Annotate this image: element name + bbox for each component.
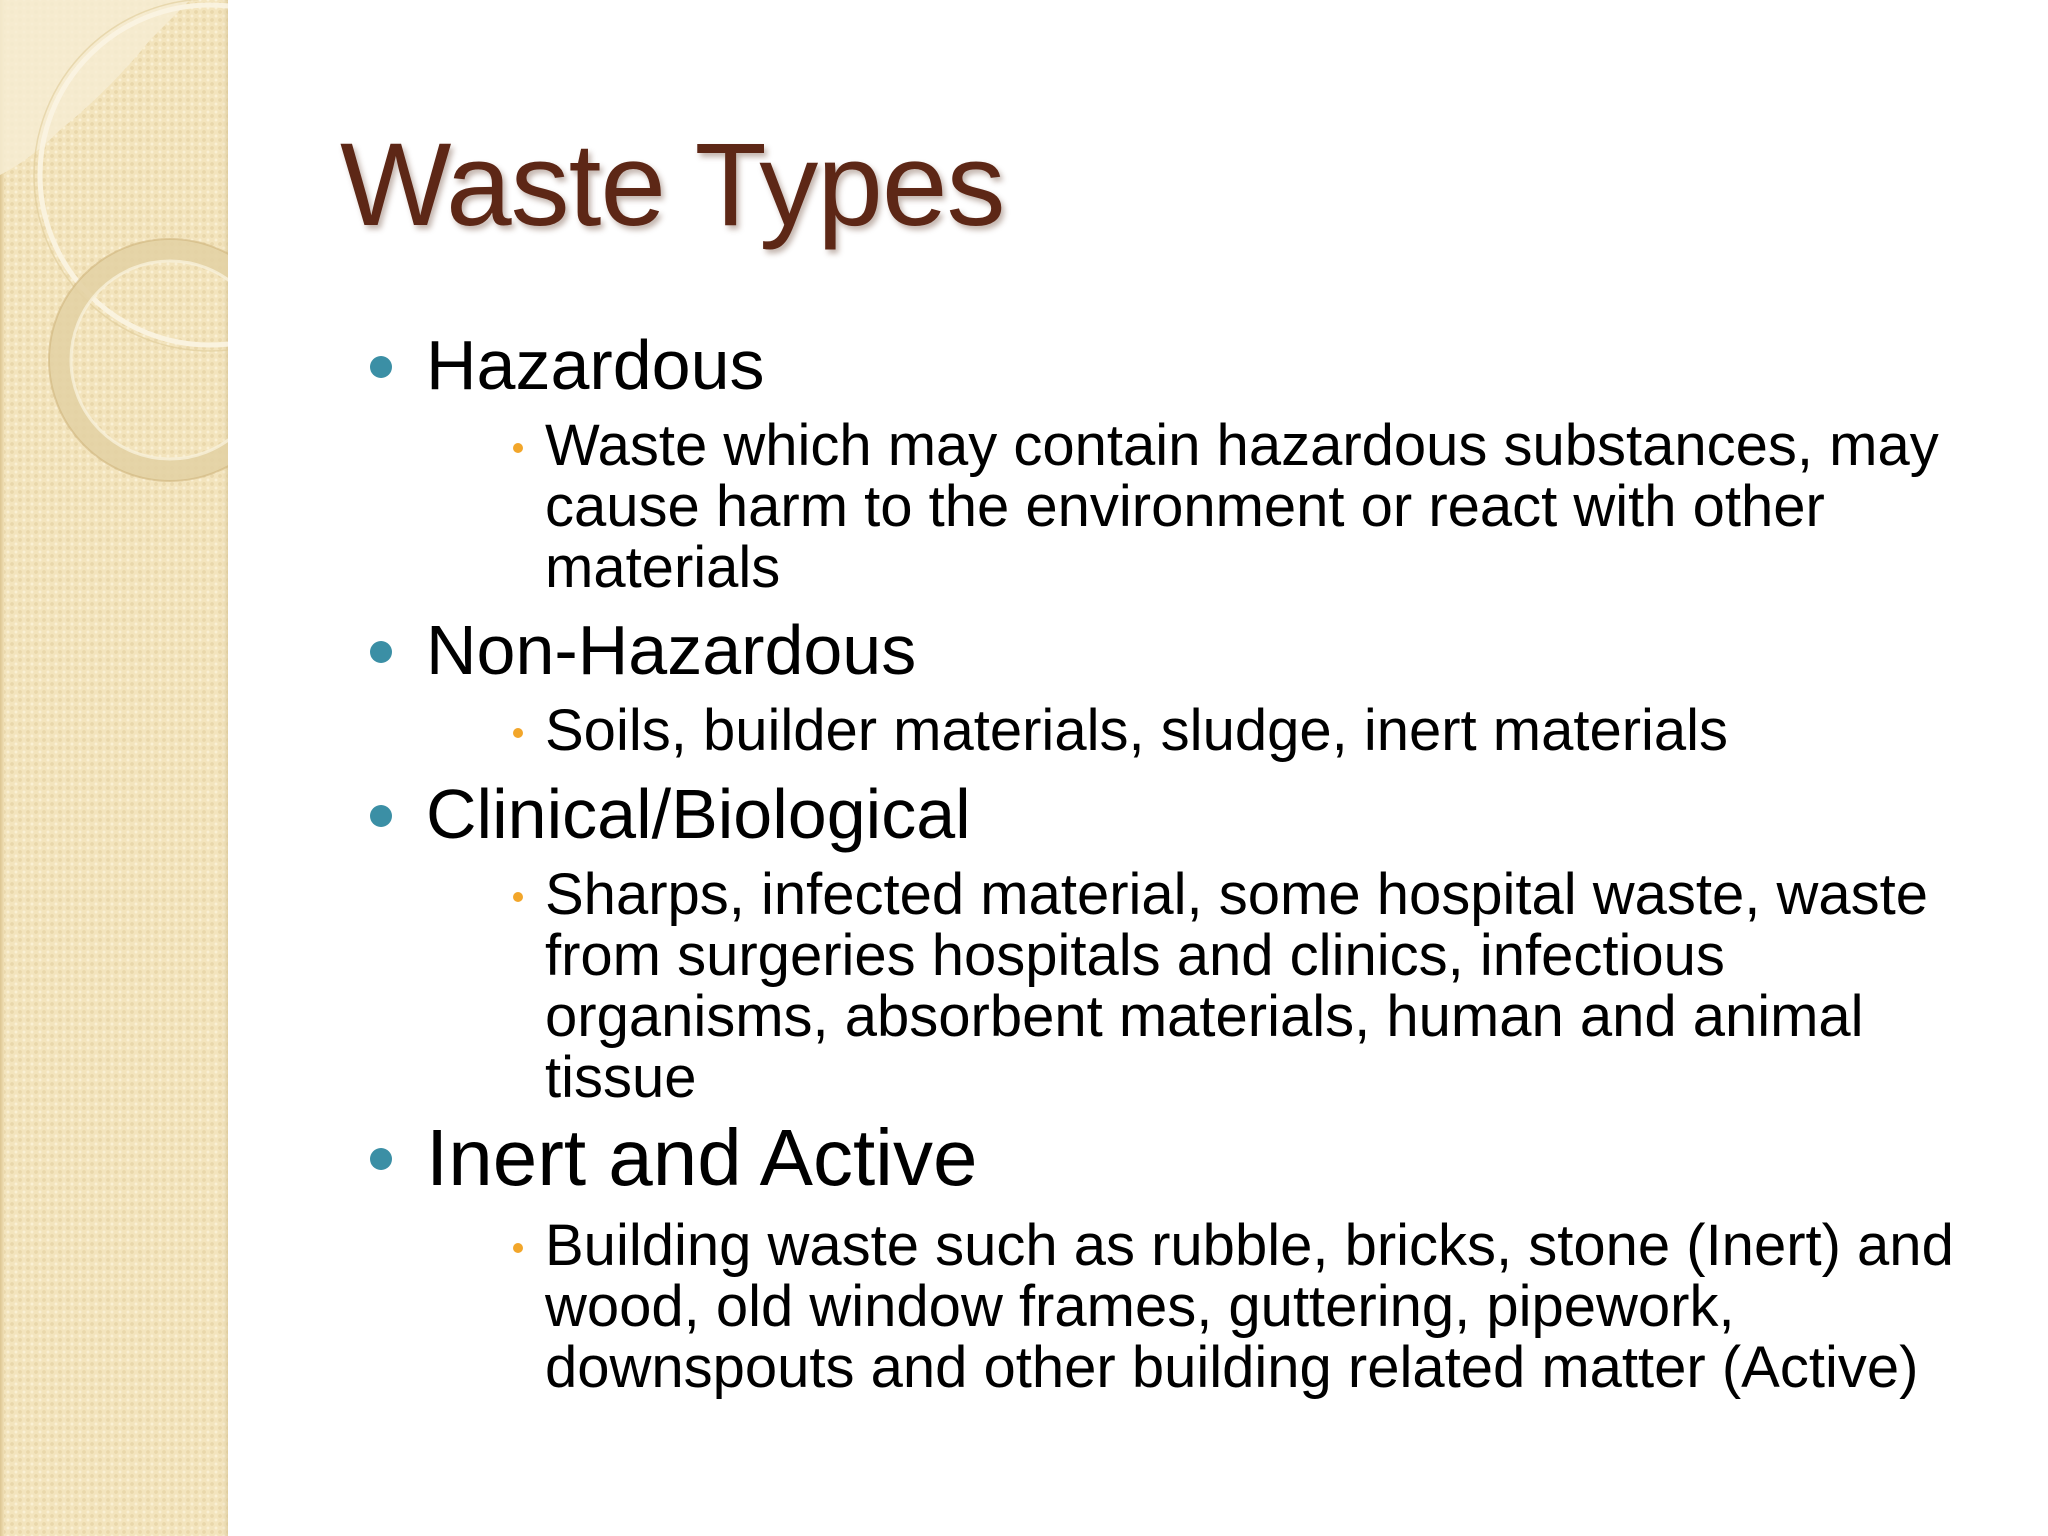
item-detail: Soils, builder materials, sludge, inert materials [545,698,1729,763]
item-label: Non-Hazardous [426,611,917,689]
sub-item [545,864,2015,1108]
item-detail: Waste which may contain hazardous substances, may cause harm to the environment or react with other materials [545,413,1939,600]
slide-title: Waste Types [340,119,1005,251]
item-detail: Building waste such as rubble, bricks, stone (Inert) and wood, old window frames, guttering, pipework, downspouts and other building related matter (Active) [545,1213,1954,1400]
sub-bullet-icon [513,892,523,902]
item-label: Clinical/Biological [426,775,971,853]
main-bullet-icon [370,1148,392,1170]
item-label: Hazardous [426,326,765,404]
item-label: Inert and Active [426,1113,978,1202]
sub-item [545,415,2015,598]
sub-bullet-icon [513,443,523,453]
main-bullet-icon [370,356,392,378]
sub-bullet-icon [513,728,523,738]
sub-item [545,700,2015,761]
sub-bullet-icon [513,1243,523,1253]
main-bullet-icon [370,641,392,663]
main-bullet-icon [370,805,392,827]
decorative-rings-graphic [0,0,228,560]
decorative-sidebar [0,0,228,1536]
sub-item [545,1215,2015,1398]
item-detail: Sharps, infected material, some hospital waste, waste from surgeries hospitals and clinics, infectious organisms, absorbent materials, human and animal tissue [545,862,1928,1110]
